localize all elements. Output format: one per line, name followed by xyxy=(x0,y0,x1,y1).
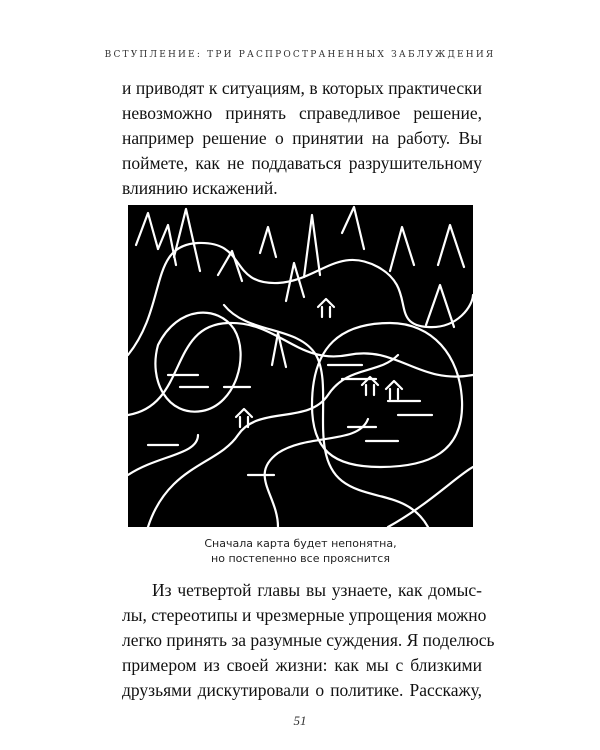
text-line: друзьями дискутировали о политике. Расскажу, xyxy=(122,680,482,700)
mountain-peak xyxy=(136,213,158,249)
caption-line: Сначала карта будет непонятна, xyxy=(204,537,397,550)
text-line: невозможно принять справедливое решение, xyxy=(122,103,482,123)
text-line: Из четвертой главы вы узнаете, как домыс- xyxy=(152,580,482,600)
text-line: и приводят к ситуациям, в которых практически xyxy=(122,78,482,98)
figure-caption xyxy=(128,536,473,566)
text-line: например решение о принятии на работу. Вы xyxy=(122,128,482,148)
text-line: поймете, как не поддаваться разрушительному xyxy=(122,153,482,173)
house xyxy=(318,299,334,317)
mountain-peak xyxy=(342,207,364,249)
hill xyxy=(155,313,240,412)
mountain-peak xyxy=(390,227,414,271)
text-line: легко принять за разумные суждения. Я поделюсь xyxy=(122,630,495,650)
mountain-peak xyxy=(304,215,320,277)
text-line: влиянию искажений. xyxy=(122,178,278,198)
hill xyxy=(312,323,462,467)
mountain-peak xyxy=(260,227,276,257)
mountain-peak xyxy=(174,209,200,271)
text-line: примером из своей жизни: как мы с близкими xyxy=(122,655,482,675)
road xyxy=(128,243,473,355)
paragraph-bottom xyxy=(122,578,495,703)
running-head: ВСТУПЛЕНИЕ: ТРИ РАСПРОСТРАНЕННЫХ ЗАБЛУЖДЕНИЯ xyxy=(104,50,496,60)
road xyxy=(388,467,473,527)
water-stroke xyxy=(148,365,432,475)
mountain-peak xyxy=(438,225,464,267)
road xyxy=(128,323,473,415)
map-illustration xyxy=(128,205,473,527)
caption-line: но постепенно все прояснится xyxy=(211,552,390,565)
text-line: лы, стереотипы и чрезмерные упрощения можно xyxy=(122,605,487,625)
road xyxy=(128,435,198,475)
page-number: 51 xyxy=(293,713,307,728)
house xyxy=(386,381,402,399)
mountain-peak xyxy=(426,285,454,327)
mountain-peak xyxy=(218,251,242,281)
map-drawing xyxy=(128,205,473,527)
paragraph-top xyxy=(122,76,482,201)
road xyxy=(224,305,428,527)
